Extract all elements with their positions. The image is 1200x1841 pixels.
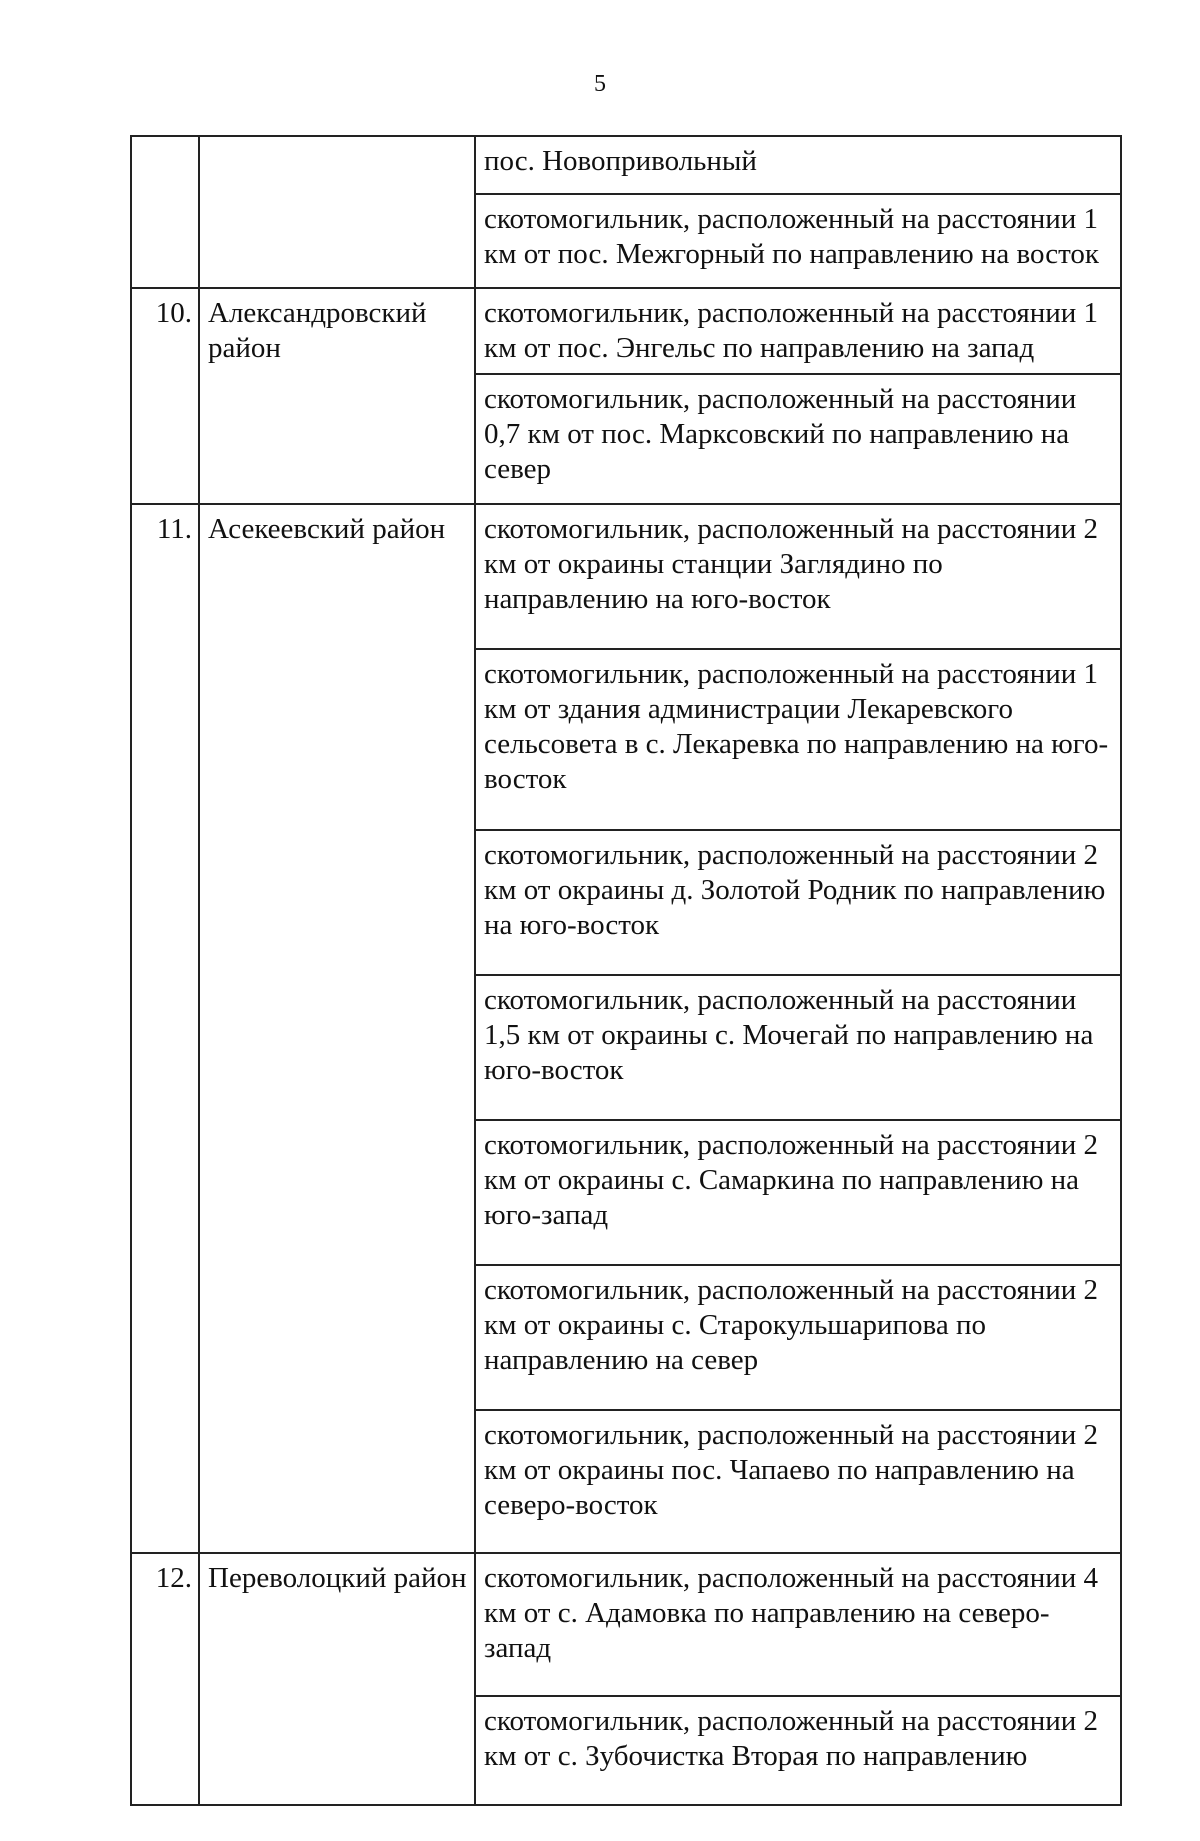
table-row	[131, 504, 1121, 649]
site-description: скотомогильник, расположенный на расстоянии 2 км от окраины д. Золотой Родник по направлению на юго-восток	[475, 830, 1121, 975]
table-row	[131, 1553, 1121, 1696]
row-number: 12.	[131, 1553, 199, 1805]
table-row	[131, 136, 1121, 194]
site-description: скотомогильник, расположенный на расстоянии 2 км от окраины пос. Чапаево по направлению на северо-восток	[475, 1410, 1121, 1553]
row-number: 11.	[131, 504, 199, 1553]
row-number	[131, 136, 199, 288]
table-row	[131, 288, 1121, 374]
site-description: скотомогильник, расположенный на расстоянии 2 км от окраины с. Старокульшарипова по направлению на север	[475, 1265, 1121, 1410]
site-description: пос. Новопривольный	[475, 136, 1121, 194]
district-name: Асекеевский район	[199, 504, 475, 1553]
site-description: скотомогильник, расположенный на расстоянии 2 км от окраины станции Заглядино по направлению на юго-восток	[475, 504, 1121, 649]
page-number: 5	[594, 71, 606, 97]
site-description: скотомогильник, расположенный на расстоянии 2 км от окраины с. Самаркина по направлению на юго-запад	[475, 1120, 1121, 1265]
district-name: Переволоцкий район	[199, 1553, 475, 1805]
burial-sites-table	[130, 135, 1122, 1806]
district-name: Александровский район	[199, 288, 475, 504]
site-description: скотомогильник, расположенный на расстоянии 1 км от пос. Энгельс по направлению на запад	[475, 288, 1121, 374]
site-description: скотомогильник, расположенный на расстоянии 4 км от с. Адамовка по направлению на северо-запад	[475, 1553, 1121, 1696]
row-number: 10.	[131, 288, 199, 504]
site-description: скотомогильник, расположенный на расстоянии 0,7 км от пос. Марксовский по направлению на север	[475, 374, 1121, 504]
site-description: скотомогильник, расположенный на расстоянии 1,5 км от окраины с. Мочегай по направлению на юго-восток	[475, 975, 1121, 1120]
site-description: скотомогильник, расположенный на расстоянии 1 км от здания администрации Лекаревского сельсовета в с. Лекаревка по направлению на юго-восток	[475, 649, 1121, 830]
site-description: скотомогильник, расположенный на расстоянии 2 км от с. Зубочистка Вторая по направлению	[475, 1696, 1121, 1805]
site-description: скотомогильник, расположенный на расстоянии 1 км от пос. Межгорный по направлению на восток	[475, 194, 1121, 288]
district-name	[199, 136, 475, 288]
